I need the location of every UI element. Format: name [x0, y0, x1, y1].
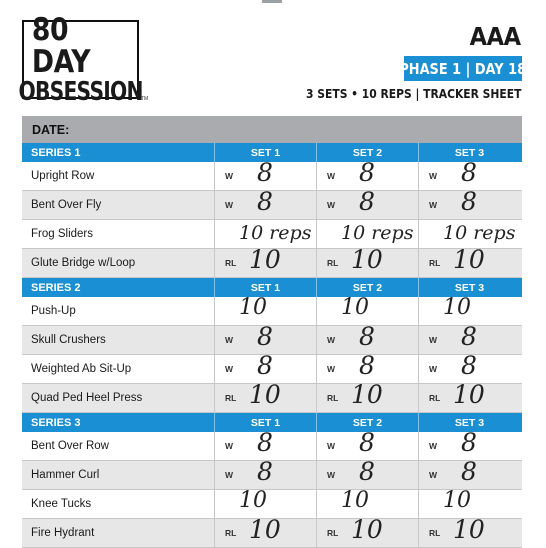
set-entry-cell[interactable] — [418, 220, 520, 248]
set-entry-cell[interactable] — [316, 490, 418, 518]
set-entry-cell[interactable] — [316, 220, 418, 248]
set-column-header: SET 3 — [418, 143, 520, 162]
handwritten-entry: 8 — [257, 428, 273, 457]
date-label: DATE: — [32, 122, 70, 137]
series-label: SERIES 1 — [31, 146, 81, 159]
handwritten-entry: 10 — [249, 515, 281, 544]
set-entry-cell[interactable] — [214, 351, 316, 383]
weight-prefix: W — [225, 470, 234, 480]
resistance-loop-prefix: RL — [429, 393, 441, 403]
set-entry-cell[interactable] — [214, 297, 316, 325]
series-container — [22, 143, 522, 548]
handwritten-entry: 8 — [359, 187, 375, 216]
set-entry-cell[interactable] — [418, 322, 520, 354]
handwritten-entry: 8 — [359, 428, 375, 457]
set-entry-cell[interactable] — [418, 490, 520, 518]
set-entry-cell[interactable] — [418, 351, 520, 383]
exercise-name: Bent Over Fly — [31, 199, 102, 211]
set-entry-cell[interactable] — [316, 158, 418, 190]
handwritten-entry: 8 — [461, 158, 477, 187]
handwritten-entry: 8 — [461, 457, 477, 486]
handwritten-entry: 10 — [351, 380, 383, 409]
set-entry-cell[interactable] — [418, 457, 520, 489]
handwritten-entry: 10 reps — [341, 222, 414, 244]
exercise-name: Frog Sliders — [31, 228, 93, 240]
set-entry-cell[interactable] — [316, 297, 418, 325]
set-entry-cell[interactable] — [316, 351, 418, 383]
set-entry-cell[interactable] — [316, 515, 418, 547]
set-column-header: SET 2 — [316, 413, 418, 432]
exercise-name: Upright Row — [31, 170, 95, 182]
phase-day-label: PHASE 1 | DAY 18 — [399, 59, 527, 78]
weight-prefix: W — [327, 171, 336, 181]
exercise-name: Fire Hydrant — [31, 527, 95, 539]
set-entry-cell[interactable] — [214, 428, 316, 460]
handwritten-entry: 8 — [359, 351, 375, 380]
set-entry-cell[interactable] — [418, 297, 520, 325]
tracker-title: AAA — [470, 22, 521, 51]
weight-prefix: W — [327, 441, 336, 451]
set-entry-cell[interactable] — [214, 187, 316, 219]
exercise-name: Skull Crushers — [31, 334, 106, 346]
handwritten-entry: 10 — [453, 380, 485, 409]
weight-prefix: W — [429, 335, 438, 345]
series-label: SERIES 2 — [31, 281, 81, 294]
set-entry-cell[interactable] — [418, 515, 520, 547]
resistance-loop-prefix: RL — [327, 258, 339, 268]
resistance-loop-prefix: RL — [327, 393, 339, 403]
handwritten-entry: 8 — [461, 428, 477, 457]
handwritten-entry: 8 — [257, 351, 273, 380]
resistance-loop-prefix: RL — [225, 258, 237, 268]
set-column-header: SET 3 — [418, 413, 520, 432]
handwritten-entry: 8 — [359, 457, 375, 486]
trademark-mark: TM — [141, 96, 149, 102]
set-entry-cell[interactable] — [214, 220, 316, 248]
logo-line-1: 80 DAY — [31, 11, 91, 80]
handwritten-entry: 10 — [249, 380, 281, 409]
weight-prefix: W — [429, 470, 438, 480]
set-entry-cell[interactable] — [316, 322, 418, 354]
handwritten-entry: 8 — [257, 158, 273, 187]
handwritten-entry: 10 — [249, 245, 281, 274]
handwritten-entry: 10 reps — [239, 222, 312, 244]
exercise-row — [22, 515, 522, 548]
set-column-header: SET 3 — [418, 278, 520, 297]
resistance-loop-prefix: RL — [225, 393, 237, 403]
set-entry-cell[interactable] — [214, 158, 316, 190]
set-column-header: SET 1 — [214, 278, 316, 297]
handwritten-entry: 10 — [453, 515, 485, 544]
weight-prefix: W — [225, 200, 234, 210]
set-entry-cell[interactable] — [418, 380, 520, 412]
handwritten-entry: 10 — [443, 488, 471, 513]
handwritten-entry: 10 — [443, 295, 471, 320]
weight-prefix: W — [327, 200, 336, 210]
weight-prefix: W — [327, 364, 336, 374]
set-entry-cell[interactable] — [316, 428, 418, 460]
weight-prefix: W — [429, 441, 438, 451]
set-entry-cell[interactable] — [214, 245, 316, 277]
handwritten-entry: 10 — [453, 245, 485, 274]
top-edge-mark — [262, 0, 282, 3]
handwritten-entry: 10 — [351, 245, 383, 274]
weight-prefix: W — [429, 200, 438, 210]
set-entry-cell[interactable] — [214, 322, 316, 354]
weight-prefix: W — [225, 364, 234, 374]
handwritten-entry: 10 — [351, 515, 383, 544]
set-entry-cell[interactable] — [316, 380, 418, 412]
handwritten-entry: 10 — [239, 295, 267, 320]
set-column-header: SET 1 — [214, 143, 316, 162]
handwritten-entry: 8 — [461, 322, 477, 351]
set-entry-cell[interactable] — [214, 457, 316, 489]
handwritten-entry: 8 — [359, 322, 375, 351]
resistance-loop-prefix: RL — [429, 528, 441, 538]
exercise-name: Hammer Curl — [31, 469, 100, 481]
exercise-row — [22, 380, 522, 413]
set-entry-cell[interactable] — [418, 158, 520, 190]
sets-reps-subtitle: 3 SETS • 10 REPS | TRACKER SHEET — [305, 86, 521, 101]
series-label: SERIES 3 — [31, 416, 81, 429]
brand-logo — [18, 11, 143, 107]
weight-prefix: W — [327, 470, 336, 480]
resistance-loop-prefix: RL — [225, 528, 237, 538]
exercise-name: Glute Bridge w/Loop — [31, 257, 136, 269]
handwritten-entry: 10 — [341, 295, 369, 320]
set-entry-cell[interactable] — [214, 490, 316, 518]
weight-prefix: W — [225, 335, 234, 345]
logo-line-2: OBSESSION — [18, 76, 143, 107]
resistance-loop-prefix: RL — [429, 258, 441, 268]
resistance-loop-prefix: RL — [327, 528, 339, 538]
set-entry-cell[interactable] — [316, 245, 418, 277]
handwritten-entry: 8 — [461, 351, 477, 380]
phase-day-banner — [399, 56, 527, 81]
handwritten-entry: 8 — [461, 187, 477, 216]
handwritten-entry: 10 reps — [443, 222, 516, 244]
date-row — [22, 116, 522, 143]
set-entry-cell[interactable] — [214, 380, 316, 412]
tracker-table — [22, 116, 522, 548]
set-entry-cell[interactable] — [316, 457, 418, 489]
weight-prefix: W — [429, 171, 438, 181]
exercise-name: Quad Ped Heel Press — [31, 392, 143, 404]
weight-prefix: W — [225, 441, 234, 451]
exercise-name: Weighted Ab Sit-Up — [31, 363, 132, 375]
set-column-header: SET 2 — [316, 278, 418, 297]
set-entry-cell[interactable] — [214, 515, 316, 547]
weight-prefix: W — [327, 335, 336, 345]
set-entry-cell[interactable] — [316, 187, 418, 219]
exercise-name: Push-Up — [31, 305, 76, 317]
exercise-row — [22, 245, 522, 278]
handwritten-entry: 8 — [359, 158, 375, 187]
weight-prefix: W — [225, 171, 234, 181]
set-entry-cell[interactable] — [418, 428, 520, 460]
handwritten-entry: 8 — [257, 322, 273, 351]
set-entry-cell[interactable] — [418, 245, 520, 277]
exercise-row — [22, 187, 522, 220]
exercise-name: Knee Tucks — [31, 498, 92, 510]
weight-prefix: W — [429, 364, 438, 374]
set-entry-cell[interactable] — [418, 187, 520, 219]
handwritten-entry: 10 — [341, 488, 369, 513]
handwritten-entry: 8 — [257, 457, 273, 486]
exercise-name: Bent Over Row — [31, 440, 109, 452]
handwritten-entry: 10 — [239, 488, 267, 513]
set-column-header: SET 1 — [214, 413, 316, 432]
handwritten-entry: 8 — [257, 187, 273, 216]
set-column-header: SET 2 — [316, 143, 418, 162]
